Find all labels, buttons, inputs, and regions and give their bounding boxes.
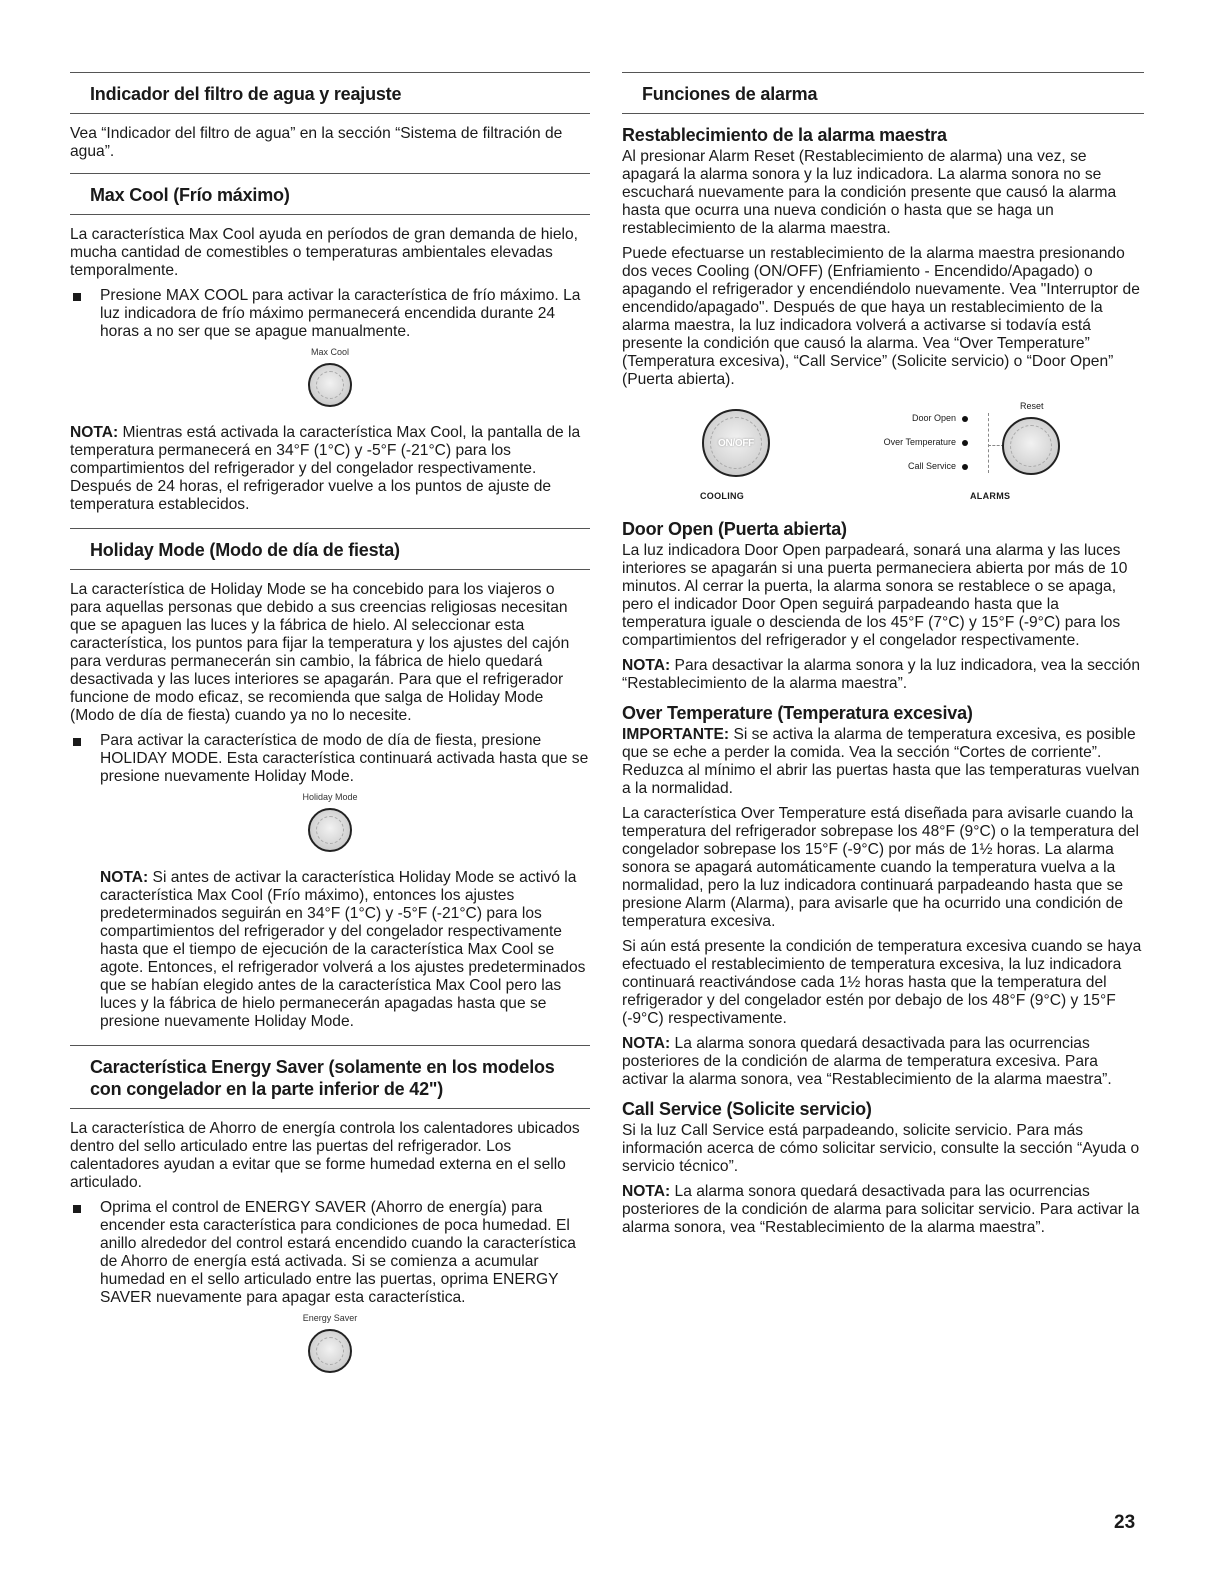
holiday-button-icon (308, 808, 352, 852)
door-open-note-text: Para desactivar la alarma sonora y la luz indicadora, vea la sección “Restablecimiento de la alarma maestra”. (622, 657, 1141, 692)
call-service-note-label: NOTA: (622, 1183, 671, 1200)
section-header-alarm (622, 72, 1144, 114)
cooling-label: COOLING (700, 491, 745, 501)
maxcool-note (70, 424, 590, 514)
over-temperature-important-label: IMPORTANTE: (622, 726, 730, 743)
holiday-note (70, 869, 590, 1031)
over-temperature-dot-icon (962, 440, 968, 446)
over-temperature-title: Over Temperature (Temperatura excesiva) (622, 703, 973, 723)
master-reset-text-1: Al presionar Alarm Reset (Restablecimiento de alarma) una vez, se apagará la alarma sonora y la luz indicadora. La alarma sonora no se escuchará nuevamente para la condición presente que causó la alarma hasta que ocurra una nueva condición o hasta que se haga un restablecimiento de la alarma maestra. (622, 148, 1117, 237)
over-temperature-note-text: La alarma sonora quedará desactivada para las ocurrencias posteriores de la condición de alarma de temperatura excesiva. Para activar la alarma sonora, vea “Restablecimiento de la alarma maestra”. (622, 1035, 1112, 1088)
alarm-heading: Funciones de alarma (642, 84, 818, 104)
energy-text: La característica de Ahorro de energía controla los calentadores ubicados dentro del sello articulado entre las puertas del refrigerador. Los calentadores ayudan a evitar que se forme humedad externa en el sello articulado. (70, 1120, 580, 1191)
call-service-label: Call Service (907, 461, 956, 471)
master-reset-text-2: Puede efectuarse un restablecimiento de la alarma maestra presionando dos veces Cooling (ON/OFF) (Enfriamiento - Encendido/Apagado) o apagando el refrigerador y encendiéndolo nuevamente. Vea "Interruptor de encendido/apagado". Después de que haya un restablecimiento de la alarma maestra, la luz indicadora volverá a activarse si todavía está presente la condición que causó la alarma. Vea “Over Temperature” (Temperatura excesiva), “Call Service” (Solicite servicio) o “Door Open” (Puerta abierta). (622, 245, 1140, 388)
reset-label: Reset (1020, 401, 1044, 411)
holiday-button-label: Holiday Mode (302, 792, 358, 802)
left-column (70, 72, 590, 1390)
over-temperature-indicator (848, 437, 968, 447)
maxcool-text: La característica Max Cool ayuda en períodos de gran demanda de hielo, mucha cantidad de comestibles o temperaturas ambientales elevadas temporalmente. (70, 226, 578, 279)
over-temperature-note-label: NOTA: (622, 1035, 671, 1052)
call-service-indicator (848, 461, 968, 471)
page-number: 23 (1114, 1512, 1136, 1533)
section-header-holiday (70, 528, 590, 570)
maxcool-note-label: NOTA: (70, 424, 119, 441)
onoff-label: ON/OFF (718, 437, 754, 449)
energy-bullet: Oprima el control de ENERGY SAVER (Ahorro de energía) para encender esta característica para condiciones de poca humedad. El anillo alrededor del control estará encendido cuando la característica de Ahorro de energía está activada. Si se comienza a acumular humedad en el sello articulado entre las puertas, oprima ENERGY SAVER nuevamente para apagar esta característica. (70, 1199, 590, 1307)
call-service-title: Call Service (Solicite servicio) (622, 1099, 872, 1119)
holiday-bullet: Para activar la característica de modo de día de fiesta, presione HOLIDAY MODE. Esta característica continuará activada hasta que se presione nuevamente Holiday Mode. (70, 732, 590, 786)
right-column (622, 72, 1144, 1244)
reset-button-icon (1002, 417, 1060, 475)
indicator-bracket (974, 413, 989, 473)
filter-heading: Indicador del filtro de agua y reajuste (90, 84, 402, 104)
over-temperature-text-2: Si aún está presente la condición de temperatura excesiva cuando se haya efectuado el restablecimiento de temperatura excesiva, la luz indicadora continuará reactivándose cada 1½ horas hasta que la temperatura del refrigerador y del congelador estén por debajo de los 48°F (9°C) y 15°F (-9°C) respectivamente. (622, 938, 1142, 1027)
call-service-note (622, 1183, 1144, 1237)
door-open-note-label: NOTA: (622, 657, 671, 674)
section-header-energy (70, 1045, 590, 1109)
holiday-note-label: NOTA: (100, 869, 149, 886)
energy-button-label: Energy Saver (302, 1313, 358, 1323)
alarms-label: ALARMS (970, 491, 1011, 501)
door-open-indicator (848, 413, 968, 423)
call-service-note-text: La alarma sonora quedará desactivada para las ocurrencias posteriores de la condición de alarma para solicitar servicio. Para activar la alarma sonora, vea “Restablecimiento de la alarma maestra”. (622, 1183, 1140, 1236)
over-temperature-text-1: La característica Over Temperature está diseñada para avisarle cuando la temperatura del refrigerador sobrepase los 48°F (9°C) o la temperatura del congelador sobrepase los 15°F (-9°C) por más de 1½ horas. La alarma sonora se apagará automáticamente cuando la temperatura vuelva a la normalidad, pero la luz indicadora continuará parpadeando hasta que se presione Alarm (Alarma), para avisarle que ha ocurrido una condición de temperatura excesiva. (622, 805, 1139, 930)
section-header-maxcool (70, 173, 590, 215)
door-open-label: Door Open (911, 413, 956, 423)
over-temperature-important (622, 726, 1144, 798)
energy-heading: Característica Energy Saver (solamente en los modelos con congelador en la parte inferior de 42") (90, 1057, 555, 1099)
holiday-heading: Holiday Mode (Modo de día de fiesta) (90, 540, 400, 560)
holiday-note-text: Si antes de activar la característica Holiday Mode se activó la característica Max Cool (Frío máximo), entonces los ajustes predeterminados seguirán en 34°F (1°C) y -5°F (-21°C) para los compartimientos del refrigerador y del congelador respectivamente hasta que el tiempo de ejecución de la característica Max Cool se agote. Entonces, el refrigerador volverá a los ajustes predeterminados que se habían elegido antes de la característica Max Cool pero las luces y la fábrica de hielo permanecerán apagadas hasta que se presione nuevamente Holiday Mode. (100, 869, 586, 1030)
maxcool-note-text: Mientras está activada la característica Max Cool, la pantalla de la temperatura permanecerá en 34°F (1°C) y -5°F (-21°C) para los compartimientos del refrigerador y del congelador respectivamente. Después de 24 horas, el refrigerador vuelve a los puntos de ajuste de temperatura establecidos. (70, 424, 581, 513)
maxcool-button-label: Max Cool (310, 347, 349, 357)
maxcool-bullet: Presione MAX COOL para activar la característica de frío máximo. La luz indicadora de frío máximo permanecerá encendida durante 24 horas a no ser que se apague manualmente. (70, 287, 590, 341)
call-service-text: Si la luz Call Service está parpadeando, solicite servicio. Para más información acerca de cómo solicitar servicio, consulte la sección “Ayuda o servicio técnico”. (622, 1122, 1140, 1175)
over-temperature-important-text: Si se activa la alarma de temperatura excesiva, es posible que se eche a perder la comida. Vea la sección “Cortes de corriente”. Reduzca al mínimo el abrir las puertas hasta que las temperaturas vuelvan a la normalidad. (622, 726, 1140, 797)
maxcool-button-icon (308, 363, 352, 407)
section-header-filter (70, 72, 590, 114)
maxcool-heading: Max Cool (Frío máximo) (90, 185, 290, 205)
door-open-text: La luz indicadora Door Open parpadeará, sonará una alarma y las luces interiores se apagarán si una puerta permaneciera abierta por más de 10 minutos. Al cerrar la puerta, la alarma sonora se restablece o se apaga, pero el indicador Door Open seguirá parpadeando hasta que la temperatura iguale o descienda de los 45°F (7°C) y 15°F (-9°C) para los compartimientos del refrigerador y el congelador respectivamente. (622, 542, 1128, 649)
over-temperature-label: Over Temperature (883, 437, 956, 447)
alarm-control-figure (622, 399, 1144, 509)
over-temperature-note (622, 1035, 1144, 1089)
door-open-title: Door Open (Puerta abierta) (622, 519, 847, 539)
door-open-dot-icon (962, 416, 968, 422)
energy-control (70, 1313, 590, 1378)
master-reset-title: Restablecimiento de la alarma maestra (622, 125, 947, 145)
holiday-text: La característica de Holiday Mode se ha concebido para los viajeros o para aquellas personas que debido a sus creencias religiosas necesitan que se apaguen las luces y la fábrica de hielo. Al seleccionar esta característica, los puntos para fijar la temperatura y los ajustes del cajón para verduras permanecerán sin cambio, la fábrica de hielo quedará desactivada y las luces interiores se apagarán. Para que el refrigerador funcione de modo eficaz, se recomienda que salga de Holiday Mode (Modo de día de fiesta) cuando ya no lo necesite. (70, 581, 570, 724)
energy-button-icon (308, 1329, 352, 1373)
holiday-control (70, 792, 590, 857)
call-service-dot-icon (962, 464, 968, 470)
filter-text: Vea “Indicador del filtro de agua” en la sección “Sistema de filtración de agua”. (70, 125, 563, 160)
maxcool-control (70, 347, 590, 412)
door-open-note (622, 657, 1144, 693)
